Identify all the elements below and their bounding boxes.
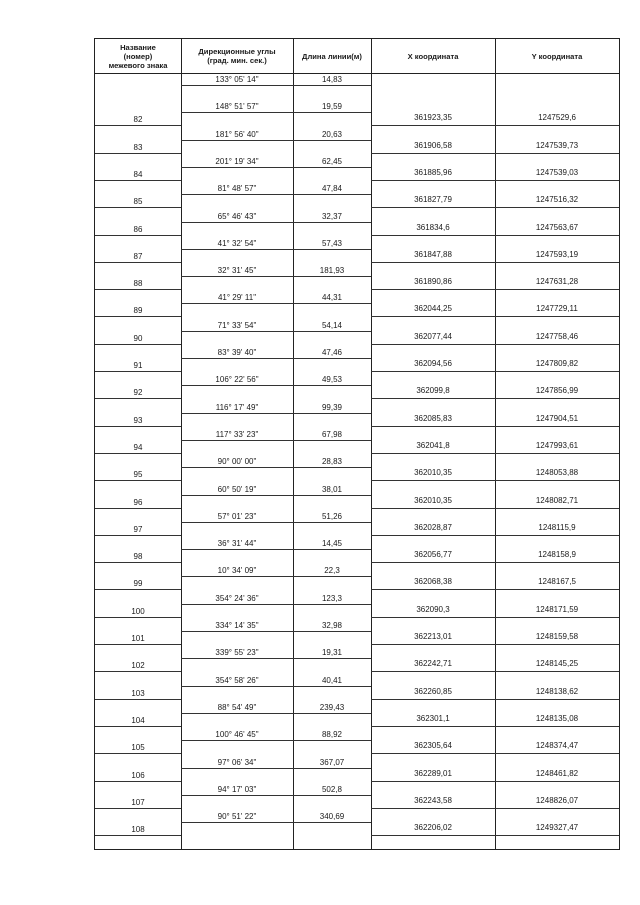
x-coordinate: 362041,8 xyxy=(416,440,450,450)
row-separator xyxy=(181,576,371,577)
x-coordinate: 361847,88 xyxy=(414,249,452,259)
line-length: 49,53 xyxy=(321,375,343,385)
direction-angle: 201° 19' 34" xyxy=(215,156,259,166)
row-separator xyxy=(371,235,619,236)
row-separator xyxy=(371,316,619,317)
x-coordinate: 362242,71 xyxy=(414,659,452,669)
row-separator xyxy=(181,686,371,687)
direction-angle: 41° 32' 54" xyxy=(217,238,257,248)
line-length: 28,83 xyxy=(321,457,343,467)
marker-name: 105 xyxy=(131,743,145,753)
direction-angle: 81° 48' 57" xyxy=(217,184,257,194)
row-separator xyxy=(371,535,619,536)
marker-name: 86 xyxy=(133,224,143,234)
header-y: Y координата xyxy=(531,51,583,61)
x-coordinate: 362028,87 xyxy=(414,522,452,532)
y-coordinate: 1248461,82 xyxy=(535,768,579,778)
x-coordinate: 362077,44 xyxy=(414,331,452,341)
row-separator xyxy=(371,180,619,181)
header-length: Длина линии(м) xyxy=(302,51,362,61)
direction-angle: 90° 51' 22" xyxy=(217,812,257,822)
line-length: 62,45 xyxy=(321,156,343,166)
row-separator xyxy=(181,713,371,714)
row-separator xyxy=(181,495,371,496)
row-separator xyxy=(95,316,181,317)
line-length: 51,26 xyxy=(321,511,343,521)
line-length: 239,43 xyxy=(319,702,345,712)
y-coordinate: 1248115,9 xyxy=(538,522,576,532)
direction-angle: 117° 33' 23" xyxy=(215,429,259,439)
row-separator xyxy=(371,699,619,700)
row-separator xyxy=(95,726,181,727)
row-separator xyxy=(95,562,181,563)
row-separator xyxy=(371,781,619,782)
line-length: 54,14 xyxy=(321,320,343,330)
marker-name: 100 xyxy=(131,606,145,616)
direction-angle: 65° 46' 43" xyxy=(217,211,257,221)
row-separator xyxy=(181,85,371,86)
row-separator xyxy=(95,153,181,154)
line-length: 38,01 xyxy=(321,484,343,494)
row-separator xyxy=(371,808,619,809)
row-separator xyxy=(95,835,181,836)
line-length: 47,46 xyxy=(321,348,343,357)
row-separator xyxy=(181,658,371,659)
y-coordinate: 1247563,67 xyxy=(535,222,579,232)
x-coordinate: 362010,35 xyxy=(414,495,452,505)
x-coordinate: 361923,35 xyxy=(414,113,452,123)
direction-angle: 106° 22' 56" xyxy=(215,375,259,385)
row-separator xyxy=(371,617,619,618)
line-length: 19,59 xyxy=(321,102,343,112)
y-coordinate: 1247516,32 xyxy=(535,195,579,205)
marker-name: 95 xyxy=(133,470,143,480)
row-separator xyxy=(181,822,371,823)
row-separator xyxy=(95,453,181,454)
line-length: 123,3 xyxy=(321,593,343,603)
y-coordinate: 1247539,73 xyxy=(535,140,579,150)
row-separator xyxy=(371,562,619,563)
line-length: 20,63 xyxy=(321,129,343,139)
row-separator xyxy=(371,726,619,727)
row-separator xyxy=(181,740,371,741)
row-separator xyxy=(371,207,619,208)
direction-angle: 148° 51' 57" xyxy=(215,102,259,112)
row-separator xyxy=(181,331,371,332)
line-length: 340,69 xyxy=(319,812,345,822)
y-coordinate: 1247539,03 xyxy=(535,167,579,177)
y-coordinate: 1247631,28 xyxy=(535,277,579,287)
row-separator xyxy=(371,480,619,481)
direction-angle: 57° 01' 23" xyxy=(217,511,257,521)
y-coordinate: 1247593,19 xyxy=(535,249,579,259)
row-separator xyxy=(181,222,371,223)
row-separator xyxy=(95,262,181,263)
y-coordinate: 1247904,51 xyxy=(535,413,579,423)
y-coordinate: 1248826,07 xyxy=(535,795,579,805)
row-separator xyxy=(95,426,181,427)
row-separator xyxy=(95,753,181,754)
row-separator xyxy=(95,781,181,782)
y-coordinate: 1247809,82 xyxy=(535,359,579,368)
row-separator xyxy=(95,699,181,700)
x-coordinate: 362044,25 xyxy=(414,304,452,314)
table-header xyxy=(95,39,619,74)
y-coordinate: 1247729,11 xyxy=(536,304,578,314)
direction-angle: 94° 17' 03" xyxy=(217,784,257,794)
direction-angle: 334° 14' 35" xyxy=(215,621,259,630)
row-separator xyxy=(181,549,371,550)
direction-angle: 90° 00' 00" xyxy=(217,457,257,467)
marker-name: 90 xyxy=(133,333,143,343)
marker-name: 87 xyxy=(133,251,143,261)
marker-name: 98 xyxy=(133,552,143,562)
line-length: 19,31 xyxy=(321,648,343,658)
x-coordinate: 362010,35 xyxy=(414,468,452,478)
marker-name: 102 xyxy=(131,661,145,671)
row-separator xyxy=(181,522,371,523)
row-separator xyxy=(181,112,371,113)
x-coordinate: 361906,58 xyxy=(414,140,452,150)
marker-name: 104 xyxy=(131,715,145,725)
direction-angle: 339° 55' 23" xyxy=(215,648,259,658)
y-coordinate: 1247993,61 xyxy=(535,440,579,450)
row-separator xyxy=(95,644,181,645)
row-separator xyxy=(371,589,619,590)
header-name: Название (номер) межевого знака xyxy=(108,42,168,70)
row-separator xyxy=(181,303,371,304)
row-separator xyxy=(181,768,371,769)
x-coordinate: 361834,6 xyxy=(416,222,450,232)
row-separator xyxy=(181,194,371,195)
row-separator xyxy=(95,808,181,809)
row-separator xyxy=(371,125,619,126)
row-separator xyxy=(181,167,371,168)
line-length: 67,98 xyxy=(321,429,343,439)
marker-name: 103 xyxy=(131,688,145,698)
row-separator xyxy=(181,385,371,386)
row-separator xyxy=(181,249,371,250)
row-separator xyxy=(95,371,181,372)
row-separator xyxy=(371,289,619,290)
x-coordinate: 361890,86 xyxy=(414,277,452,287)
row-separator xyxy=(371,671,619,672)
y-coordinate: 1248159,58 xyxy=(535,632,579,641)
direction-angle: 116° 17' 49" xyxy=(215,402,259,412)
line-length: 367,07 xyxy=(319,757,345,767)
y-coordinate: 1248167,5 xyxy=(538,577,576,587)
line-length: 32,98 xyxy=(321,621,343,630)
direction-angle: 10° 34' 09" xyxy=(217,566,257,576)
x-coordinate: 362206,02 xyxy=(414,823,452,833)
direction-angle: 71° 33' 54" xyxy=(217,320,257,330)
y-coordinate: 1247758,46 xyxy=(535,331,579,341)
marker-name: 85 xyxy=(133,197,143,207)
line-length: 32,37 xyxy=(321,211,343,221)
x-coordinate: 362094,56 xyxy=(414,359,452,368)
row-separator xyxy=(371,508,619,509)
row-separator xyxy=(95,508,181,509)
row-separator xyxy=(181,440,371,441)
y-coordinate: 1248135,08 xyxy=(535,713,579,723)
y-coordinate: 1248158,9 xyxy=(538,550,576,560)
marker-name: 96 xyxy=(133,497,143,507)
y-coordinate: 1248145,25 xyxy=(535,659,579,669)
marker-name: 106 xyxy=(131,770,145,780)
marker-name: 83 xyxy=(133,142,143,152)
marker-name: 93 xyxy=(133,415,143,425)
row-separator xyxy=(181,140,371,141)
direction-angle: 97° 06' 34" xyxy=(217,757,257,767)
row-separator xyxy=(95,671,181,672)
marker-name: 92 xyxy=(133,388,143,398)
x-coordinate: 362243,58 xyxy=(414,795,452,805)
row-separator xyxy=(181,795,371,796)
row-separator xyxy=(371,344,619,345)
x-coordinate: 362068,38 xyxy=(414,577,452,587)
y-coordinate: 1248053,88 xyxy=(535,468,579,478)
row-separator xyxy=(371,835,619,836)
direction-angle: 36° 31' 44" xyxy=(217,539,257,549)
line-length: 502,8 xyxy=(321,784,343,794)
row-separator xyxy=(95,480,181,481)
row-separator xyxy=(95,207,181,208)
line-length: 57,43 xyxy=(321,238,343,248)
line-length: 88,92 xyxy=(321,730,343,740)
x-coordinate: 362099,8 xyxy=(416,386,450,396)
row-separator xyxy=(95,235,181,236)
marker-name: 91 xyxy=(133,361,143,370)
row-separator xyxy=(371,644,619,645)
row-separator xyxy=(95,344,181,345)
line-length: 44,31 xyxy=(321,293,343,303)
line-length: 99,39 xyxy=(321,402,343,412)
direction-angle: 88° 54' 49" xyxy=(217,702,257,712)
direction-angle: 83° 39' 40" xyxy=(217,348,257,357)
row-separator xyxy=(181,467,371,468)
y-coordinate: 1247856,99 xyxy=(535,386,579,396)
coordinates-table xyxy=(94,38,620,850)
row-separator xyxy=(181,276,371,277)
line-length: 14,45 xyxy=(321,539,343,549)
x-coordinate: 362085,83 xyxy=(414,413,452,423)
x-coordinate: 362289,01 xyxy=(414,768,452,778)
marker-name: 108 xyxy=(131,825,145,835)
y-coordinate: 1247529,6 xyxy=(538,113,576,123)
row-separator xyxy=(371,371,619,372)
marker-name: 84 xyxy=(133,169,143,179)
line-length: 14,83 xyxy=(321,75,343,84)
direction-angle: 100° 46' 45" xyxy=(215,730,259,740)
row-separator xyxy=(95,589,181,590)
row-separator xyxy=(95,398,181,399)
row-separator xyxy=(95,125,181,126)
x-coordinate: 361885,96 xyxy=(414,167,452,177)
row-separator xyxy=(371,262,619,263)
row-separator xyxy=(95,617,181,618)
row-separator xyxy=(371,453,619,454)
y-coordinate: 1248171,59 xyxy=(535,604,579,614)
row-separator xyxy=(181,604,371,605)
row-separator xyxy=(371,153,619,154)
y-coordinate: 1248374,47 xyxy=(535,741,579,751)
direction-angle: 32° 31' 45" xyxy=(217,266,257,276)
row-separator xyxy=(95,180,181,181)
marker-name: 89 xyxy=(133,306,143,316)
x-coordinate: 362305,64 xyxy=(414,741,452,751)
row-separator xyxy=(181,413,371,414)
x-coordinate: 361827,79 xyxy=(414,195,452,205)
marker-name: 101 xyxy=(131,634,145,643)
direction-angle: 354° 24' 36" xyxy=(215,593,259,603)
x-coordinate: 362260,85 xyxy=(414,686,452,696)
direction-angle: 133° 05' 14" xyxy=(215,75,259,84)
direction-angle: 354° 58' 26" xyxy=(215,675,259,685)
line-length: 22,3 xyxy=(324,566,340,576)
marker-name: 82 xyxy=(133,115,143,125)
line-length: 181,93 xyxy=(319,266,345,276)
row-separator xyxy=(371,398,619,399)
header-angle: Дирекционные углы (град. мин. сек.) xyxy=(198,47,276,65)
marker-name: 99 xyxy=(133,579,143,589)
x-coordinate: 362301,1 xyxy=(416,713,450,723)
marker-name: 97 xyxy=(133,524,143,534)
x-coordinate: 362090,3 xyxy=(416,604,450,614)
marker-name: 88 xyxy=(133,279,143,289)
marker-name: 94 xyxy=(133,442,143,452)
x-coordinate: 362056,77 xyxy=(414,550,452,560)
row-separator xyxy=(181,358,371,359)
header-x: X координата xyxy=(407,51,459,61)
y-coordinate: 1248138,62 xyxy=(535,686,579,696)
line-length: 47,84 xyxy=(321,184,343,194)
row-separator xyxy=(95,289,181,290)
direction-angle: 181° 56' 40" xyxy=(215,129,259,139)
row-separator xyxy=(371,753,619,754)
row-separator xyxy=(181,631,371,632)
direction-angle: 41° 29' 11" xyxy=(217,293,257,303)
direction-angle: 60° 50' 19" xyxy=(217,484,257,494)
row-separator xyxy=(95,535,181,536)
marker-name: 107 xyxy=(131,797,145,807)
x-coordinate: 362213,01 xyxy=(414,632,452,641)
y-coordinate: 1248082,71 xyxy=(535,495,579,505)
line-length: 40,41 xyxy=(321,675,343,685)
y-coordinate: 1249327,47 xyxy=(535,823,579,833)
row-separator xyxy=(371,426,619,427)
